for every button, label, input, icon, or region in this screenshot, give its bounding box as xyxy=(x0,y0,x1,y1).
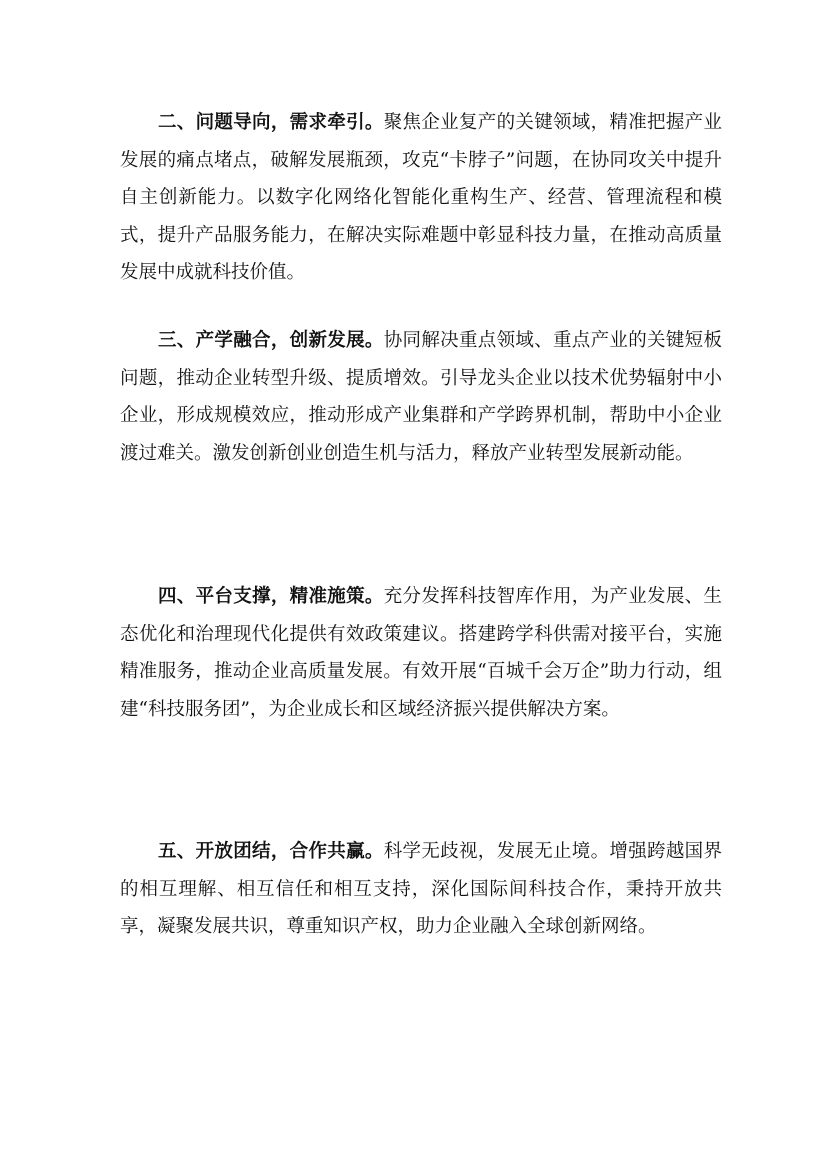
section-paragraph-5 xyxy=(120,833,722,946)
section-heading-4: 四、平台支撑，精准施策。 xyxy=(158,586,384,607)
section-heading-3: 三、产学融合，创新发展。 xyxy=(158,330,384,351)
section-heading-5: 五、开放团结，合作共赢。 xyxy=(158,841,384,862)
section-paragraph-3 xyxy=(120,322,722,472)
section-body-3: 协同解决重点领域、重点产业的关键短板问题，推动企业转型升级、提质增效。引导龙头企业以技术优势辐射中小企业，形成规模效应，推动形成产业集群和产学跨界机制，帮助中小企业渡过难关。激发创新创业创造生机与活力，释放产业转型发展新动能。 xyxy=(120,330,722,464)
section-body-2: 聚焦企业复产的关键领域，精准把握产业发展的痛点堵点，破解发展瓶颈，攻克“卡脖子”问题，在协同攻关中提升自主创新能力。以数字化网络化智能化重构生产、经营、管理流程和模式，提升产品服务能力，在解决实际难题中彰显科技力量，在推动高质量发展中成就科技价值。 xyxy=(120,112,722,283)
section-body-4: 充分发挥科技智库作用，为产业发展、生态优化和治理现代化提供有效政策建议。搭建跨学科供需对接平台，实施精准服务，推动企业高质量发展。有效开展“百城千会万企”助力行动，组建“科技服务团”，为企业成长和区域经济振兴提供解决方案。 xyxy=(120,586,722,720)
section-heading-2: 二、问题导向，需求牵引。 xyxy=(158,112,384,133)
section-paragraph-4 xyxy=(120,578,722,728)
section-paragraph-2 xyxy=(120,104,722,292)
section-body-5: 科学无歧视，发展无止境。增强跨越国界的相互理解、相互信任和相互支持，深化国际间科技合作，秉持开放共享，凝聚发展共识，尊重知识产权，助力企业融入全球创新网络。 xyxy=(120,841,722,937)
